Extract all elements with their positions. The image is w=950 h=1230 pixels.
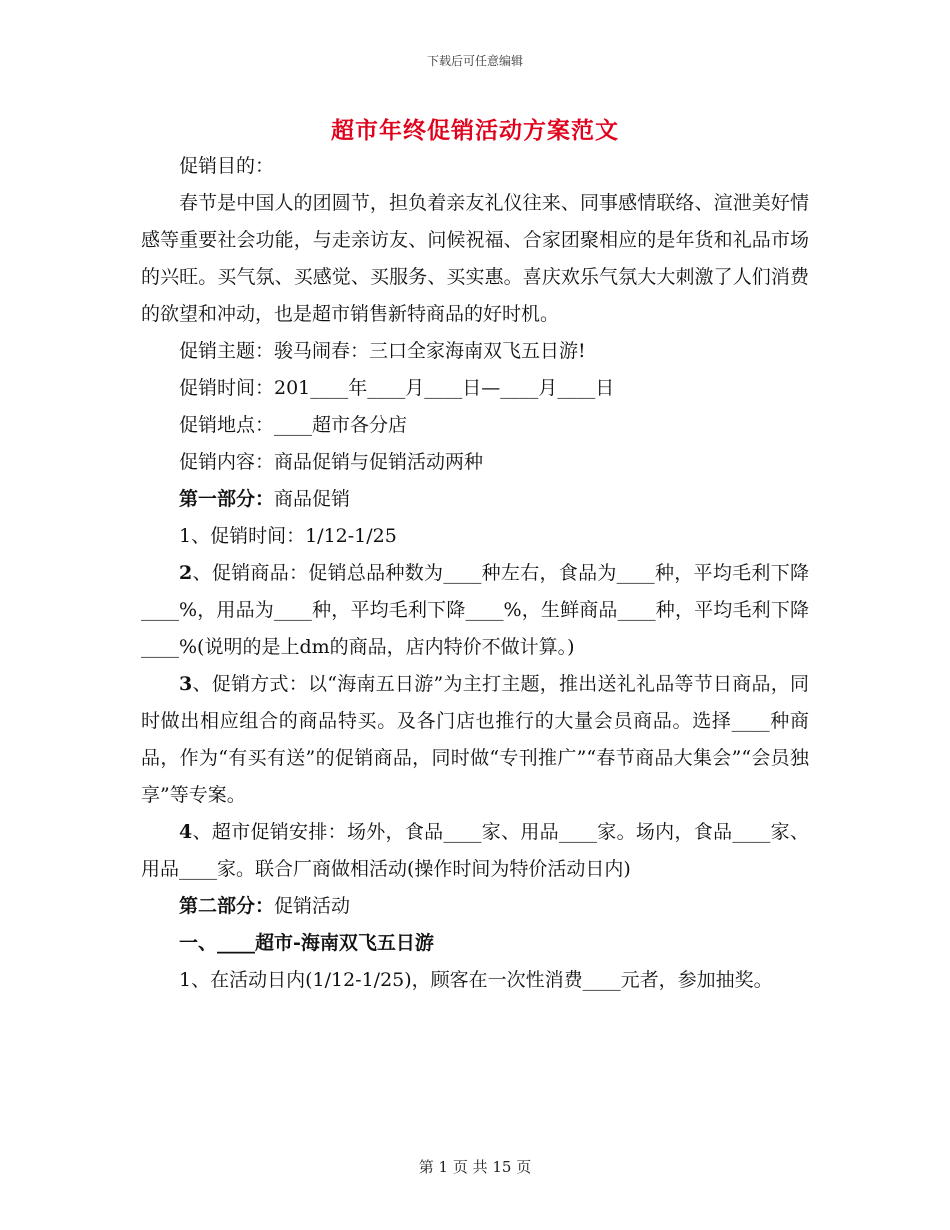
page-footer: 第 1 页 共 15 页	[418, 1158, 532, 1176]
paragraph-time: 促销时间：201____年____月____日—____月____日	[179, 377, 615, 399]
section-part-two-text: 促销活动	[274, 895, 351, 917]
subsection-heading-text: 一、____超市-海南双飞五日游	[179, 932, 434, 954]
paragraph-location: 促销地点：____超市各分店	[179, 414, 408, 436]
page-header: 下载后可任意编辑	[426, 54, 523, 68]
subsection-heading	[141, 925, 809, 962]
paragraph-purpose-label: 促销目的：	[179, 155, 275, 177]
paragraph-content: 促销内容：商品促销与促销活动两种	[179, 451, 484, 473]
item-2-text: 、促销商品：促销总品种数为____种左右，食品为____种，平均毛利下降____%，用品为____种，平均毛利下降____%，生鲜商品____种，平均毛利下降____%(说明的是上dm的商品，店内特价不做计算。)	[141, 562, 809, 658]
item-4-text: 、超市促销安排：场外，食品____家、用品____家。场内，食品____家、用品____家。联合厂商做相活动(操作时间为特价活动日内)	[141, 821, 809, 880]
item-2-number: 2	[179, 562, 193, 584]
section-part-two-label: 第二部分：	[179, 895, 275, 917]
document-body	[141, 148, 809, 999]
section-part-one	[141, 481, 809, 518]
document-title: 超市年终促销活动方案范文	[331, 117, 619, 144]
item-3-text: 、促销方式：以“海南五日游”为主打主题，推出送礼礼品等节日商品，同时做出相应组合的商品特买。及各门店也推行的大量会员商品。选择____种商品，作为“有买有送”的促销商品，同时做“专刊推广”“春节商品大集会”“会员独享”等专案。	[141, 673, 809, 806]
paragraph-item-2	[141, 555, 809, 666]
paragraph-theme: 促销主题：骏马闹春：三口全家海南双飞五日游!	[179, 340, 586, 362]
section-part-one-label: 第一部分：	[179, 488, 275, 510]
section-part-one-text: 商品促销	[274, 488, 351, 510]
paragraph-item-3	[141, 666, 809, 814]
paragraph-purpose: 春节是中国人的团圆节，担负着亲友礼仪往来、同事感情联络、渲泄美好情感等重要社会功能，与走亲访友、问候祝福、合家团聚相应的是年货和礼品市场的兴旺。买气氛、买感觉、买服务、买实惠。喜庆欢乐气氛大大刺激了人们消费的欲望和冲动，也是超市销售新特商品的好时机。	[141, 192, 809, 325]
item-3-number: 3	[179, 673, 193, 695]
paragraph-activity-1: 1、在活动日内(1/12-1/25)，顾客在一次性消费____元者，参加抽奖。	[179, 969, 773, 991]
paragraph-item-1: 1、促销时间：1/12-1/25	[179, 525, 397, 547]
item-4-number: 4	[179, 821, 193, 843]
section-part-two	[141, 888, 809, 925]
paragraph-item-4	[141, 814, 809, 888]
